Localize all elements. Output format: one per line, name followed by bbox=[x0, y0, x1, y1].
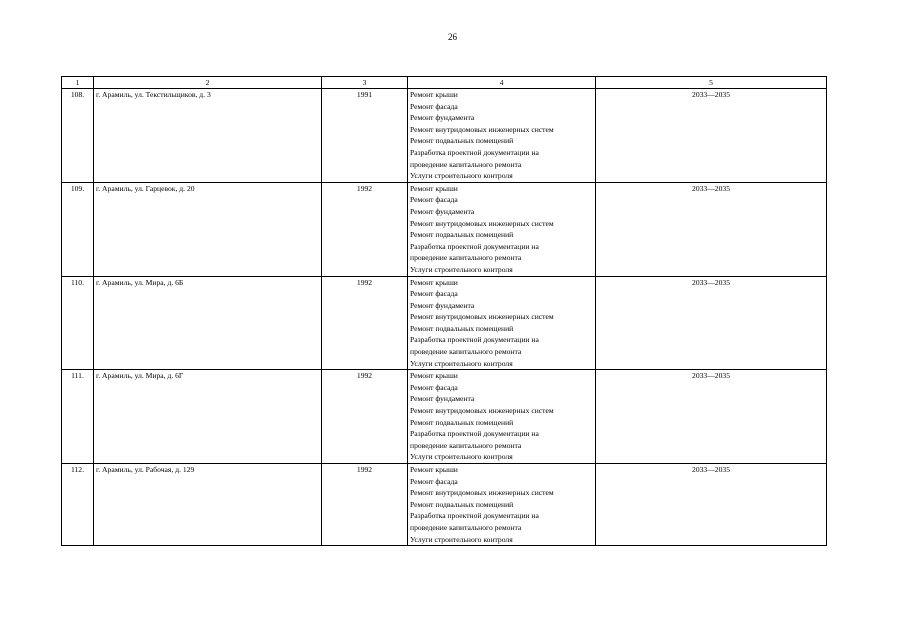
works-cell bbox=[408, 182, 596, 276]
work-item: Ремонт подвальных помещений bbox=[410, 230, 514, 240]
work-item: Ремонт фундамента bbox=[410, 394, 475, 404]
table-row bbox=[62, 370, 827, 464]
address-cell: г. Арамиль, ул. Мира, д. 6Б bbox=[94, 276, 322, 370]
work-item: Ремонт внутридомовых инженерных систем bbox=[410, 124, 554, 134]
column-header: 2 bbox=[94, 77, 322, 89]
work-item: Разработка проектной документации на bbox=[410, 335, 539, 345]
work-item: Ремонт внутридомовых инженерных систем bbox=[410, 488, 554, 498]
work-item: Ремонт фундамента bbox=[410, 300, 475, 310]
work-item: Ремонт внутридомовых инженерных систем bbox=[410, 218, 554, 228]
row-number-cell: 112. bbox=[62, 464, 94, 546]
work-item: Разработка проектной документации на bbox=[410, 241, 539, 251]
table-row bbox=[62, 89, 827, 183]
table-body bbox=[62, 89, 827, 546]
year-cell: 1992 bbox=[322, 276, 408, 370]
page-number: 26 bbox=[448, 32, 457, 42]
work-item: Ремонт подвальных помещений bbox=[410, 417, 514, 427]
work-item: Ремонт подвальных помещений bbox=[410, 323, 514, 333]
column-header: 5 bbox=[596, 77, 827, 89]
period-cell: 2033—2035 bbox=[596, 89, 827, 183]
work-item: Ремонт фундамента bbox=[410, 206, 475, 216]
period-cell: 2033—2035 bbox=[596, 370, 827, 464]
year-cell: 1992 bbox=[322, 182, 408, 276]
period-cell: 2033—2035 bbox=[596, 276, 827, 370]
work-item: Услуги строительного контроля bbox=[410, 358, 513, 368]
works-cell bbox=[408, 370, 596, 464]
work-item: Услуги строительного контроля bbox=[410, 452, 513, 462]
work-item: Разработка проектной документации на bbox=[410, 147, 539, 157]
work-item: Ремонт крыши bbox=[410, 90, 458, 99]
work-item: Ремонт фасада bbox=[410, 382, 458, 392]
work-item: Ремонт подвальных помещений bbox=[410, 499, 514, 509]
row-number-cell: 109. bbox=[62, 182, 94, 276]
column-header: 1 bbox=[62, 77, 94, 89]
work-item: проведение капитального ремонта bbox=[410, 159, 522, 169]
work-item: Разработка проектной документации на bbox=[410, 511, 539, 521]
work-item: Ремонт внутридомовых инженерных систем bbox=[410, 406, 554, 416]
work-item: проведение капитального ремонта bbox=[410, 440, 522, 450]
table-row bbox=[62, 464, 827, 546]
work-item: Ремонт фасада bbox=[410, 289, 458, 299]
row-number-cell: 111. bbox=[62, 370, 94, 464]
capital-repair-table bbox=[61, 76, 827, 546]
year-cell: 1991 bbox=[322, 89, 408, 183]
year-cell: 1992 bbox=[322, 464, 408, 546]
table-header-row bbox=[62, 77, 827, 89]
works-cell bbox=[408, 276, 596, 370]
column-header: 3 bbox=[322, 77, 408, 89]
work-item: Ремонт фундамента bbox=[410, 113, 475, 123]
year-cell: 1992 bbox=[322, 370, 408, 464]
address-cell: г. Арамиль, ул. Мира, д. 6Г bbox=[94, 370, 322, 464]
work-item: Ремонт внутридомовых инженерных систем bbox=[410, 312, 554, 322]
period-cell: 2033—2035 bbox=[596, 182, 827, 276]
period-cell: 2033—2035 bbox=[596, 464, 827, 546]
work-item: Ремонт крыши bbox=[410, 183, 458, 193]
table-row bbox=[62, 182, 827, 276]
row-number-cell: 108. bbox=[62, 89, 94, 183]
work-item: Ремонт крыши bbox=[410, 371, 458, 381]
work-item: Услуги строительного контроля bbox=[410, 171, 513, 181]
work-item: Ремонт подвальных помещений bbox=[410, 136, 514, 146]
work-item: Услуги строительного контроля bbox=[410, 264, 513, 274]
address-cell: г. Арамиль, ул. Гарцевок, д. 20 bbox=[94, 182, 322, 276]
work-item: проведение капитального ремонта bbox=[410, 347, 522, 357]
works-cell bbox=[408, 89, 596, 183]
table-row bbox=[62, 276, 827, 370]
address-cell: г. Арамиль, ул. Рабочая, д. 129 bbox=[94, 464, 322, 546]
work-item: Разработка проектной документации на bbox=[410, 429, 539, 439]
works-cell bbox=[408, 464, 596, 546]
address-cell: г. Арамиль, ул. Текстильщиков, д. 3 bbox=[94, 89, 322, 183]
work-item: Ремонт фасада bbox=[410, 101, 458, 111]
work-item: проведение капитального ремонта bbox=[410, 253, 522, 263]
column-header: 4 bbox=[408, 77, 596, 89]
work-item: Ремонт фасада bbox=[410, 476, 458, 486]
work-item: проведение капитального ремонта bbox=[410, 522, 522, 532]
work-item: Ремонт фасада bbox=[410, 195, 458, 205]
row-number-cell: 110. bbox=[62, 276, 94, 370]
work-item: Ремонт крыши bbox=[410, 277, 458, 287]
work-item: Ремонт крыши bbox=[410, 465, 458, 474]
work-item: Услуги строительного контроля bbox=[410, 534, 513, 544]
